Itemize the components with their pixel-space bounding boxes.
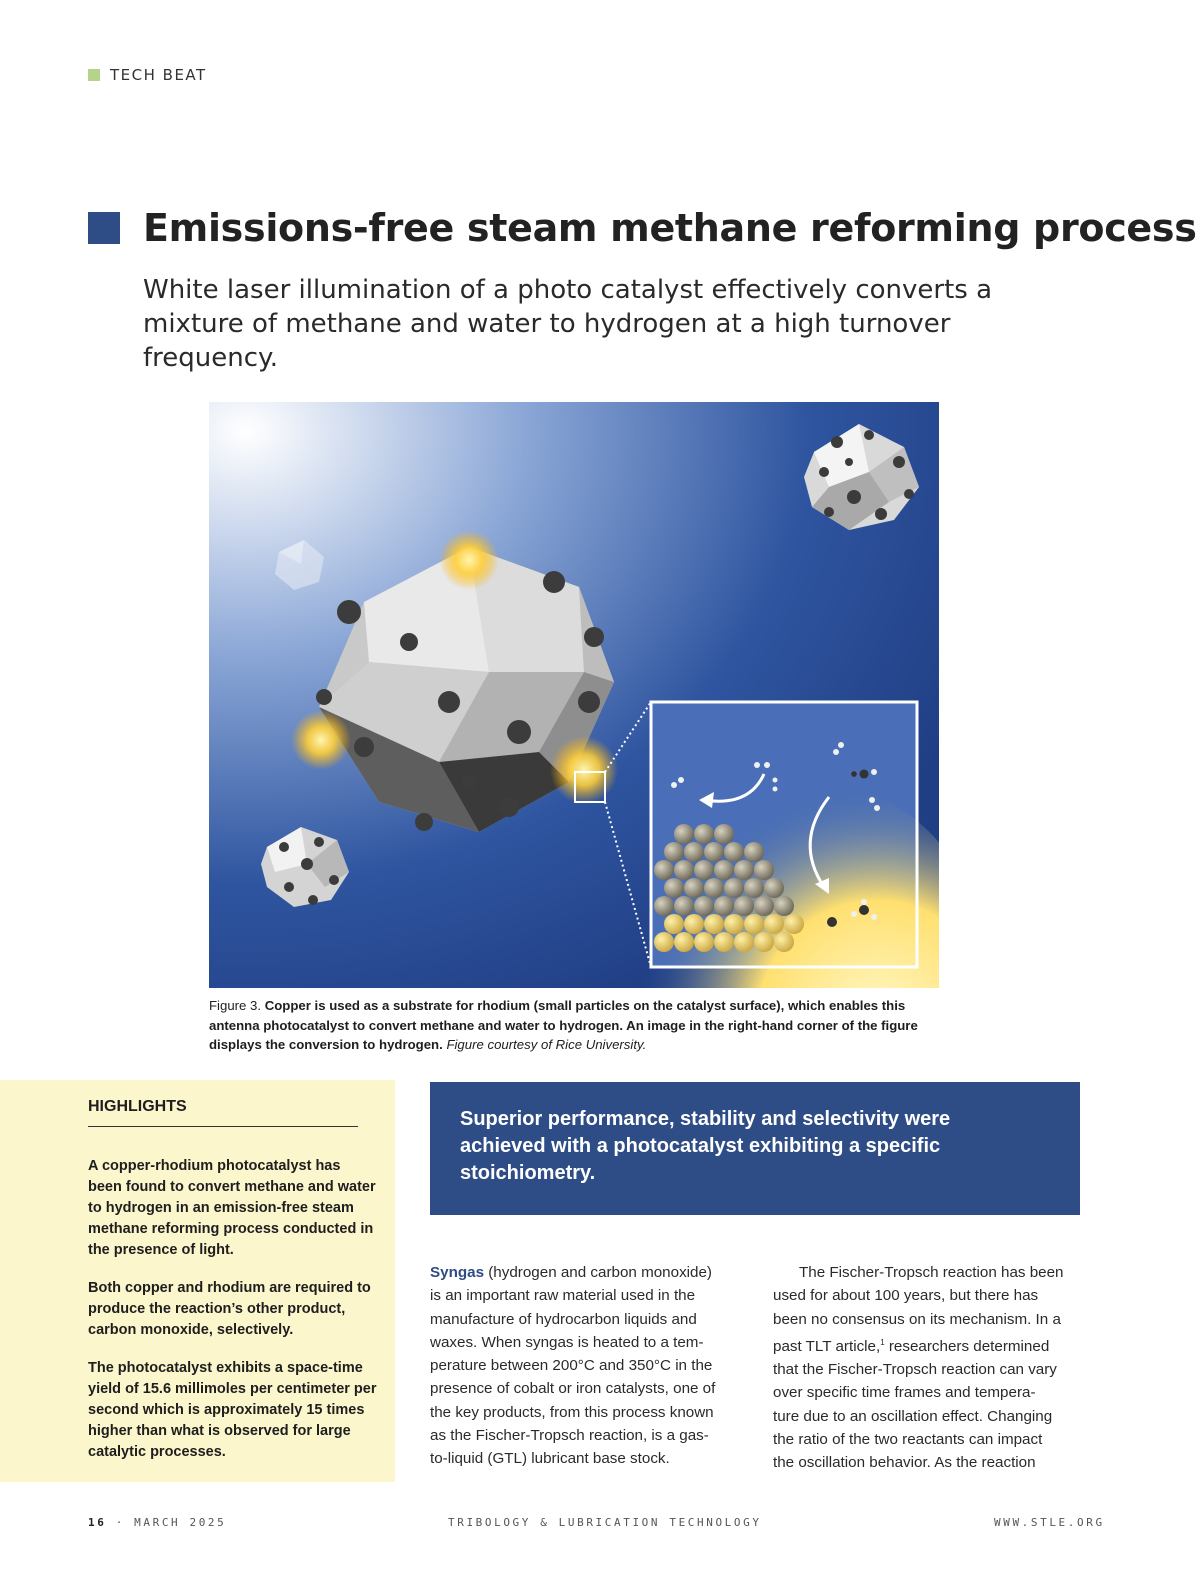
publication-name: TRIBOLOGY & LUBRICATION TECHNOLOGY: [448, 1516, 762, 1529]
article-subtitle: White laser illumination of a photo catalyst effectively converts a mixture of methane and water to hydrogen at a high turnover frequency.: [143, 275, 993, 373]
body-line: The Fischer-Tropsch reaction has been: [799, 1264, 1064, 1281]
body-line: (hydrogen and carbon monoxide): [484, 1264, 712, 1281]
highlights-heading: HIGHLIGHTS: [88, 1098, 358, 1127]
footnote-ref: 1: [880, 1337, 885, 1347]
body-line: to-liquid (GTL) lubricant base stock.: [430, 1450, 670, 1468]
body-line: as the Fischer-Tropsch reaction, is a gas-: [430, 1427, 709, 1445]
section-tag-marker: [88, 69, 100, 81]
body-line: manufacture of hydrocarbon liquids and: [430, 1310, 697, 1328]
highlight-item-1: A copper-rhodium photocatalyst has been found to convert methane and water to hydrogen in an emission-free steam methane reforming process conducted in the presence of light.: [88, 1158, 376, 1258]
catalyst-illustration: [209, 402, 939, 988]
pull-quote-text: Superior performance, stability and selectivity were achieved with a photocatalyst exhibiting a specific stoichiometry.: [460, 1108, 951, 1184]
body-line: is an important raw material used in the: [430, 1287, 696, 1305]
page-number: 16: [88, 1516, 107, 1529]
caption-label: Figure 3.: [209, 998, 262, 1013]
body-line: over specific time frames and tempera-: [773, 1384, 1036, 1402]
section-tag: [88, 66, 207, 84]
section-tag-label: TECH BEAT: [110, 66, 207, 84]
issue-date: MARCH 2025: [134, 1516, 227, 1529]
caption-text: Copper is used as a substrate for rhodium (small particles on the catalyst surface), which enables this antenna photocatalyst to convert methane and water to hydrogen. An image in the right-hand corner of the figure displays the conversion to hydrogen.: [209, 998, 918, 1052]
body-line: the oscillation behavior. As the reaction: [773, 1454, 1036, 1472]
website: WWW.STLE.ORG: [994, 1516, 1105, 1529]
body-line: past TLT article,: [773, 1337, 881, 1355]
article-title-row: [88, 206, 1197, 250]
caption-credit: Figure courtesy of Rice University.: [446, 1037, 647, 1052]
body-column-2: [773, 1261, 1085, 1475]
body-column-1: [430, 1261, 742, 1471]
highlight-item-2: Both copper and rhodium are required to produce the reaction’s other product, carbon monoxide, selectively.: [88, 1280, 371, 1338]
body-line: been no consensus on its mechanism. In a: [773, 1310, 1061, 1328]
figure-caption: [209, 996, 949, 1055]
body-line: that the Fischer-Tropsch reaction can vary: [773, 1361, 1057, 1379]
pull-quote-box: [430, 1082, 1080, 1215]
body-line: waxes. When syngas is heated to a tem-: [430, 1333, 704, 1351]
body-line: presence of cobalt or iron catalysts, one of: [430, 1380, 716, 1398]
body-line: perature between 200°C and 350°C in the: [430, 1357, 713, 1375]
footer-separator: ·: [115, 1516, 125, 1529]
body-line: the key products, from this process known: [430, 1403, 714, 1421]
body-line: used for about 100 years, but there has: [773, 1287, 1039, 1305]
body-line: researchers determined: [884, 1337, 1050, 1355]
article-title: Emissions-free steam methane reforming process: [143, 206, 1197, 250]
body-line: the ratio of the two reactants can impact: [773, 1431, 1043, 1449]
highlight-item-3: The photocatalyst exhibits a space-time yield of 15.6 millimoles per centimeter per second which is approximately 15 times higher than what is observed for large catalytic processes.: [88, 1360, 377, 1460]
title-marker: [88, 212, 120, 244]
run-in-heading: Syngas: [430, 1264, 485, 1281]
footer-left: [88, 1516, 226, 1529]
body-line: ture due to an oscillation effect. Changing: [773, 1407, 1053, 1425]
